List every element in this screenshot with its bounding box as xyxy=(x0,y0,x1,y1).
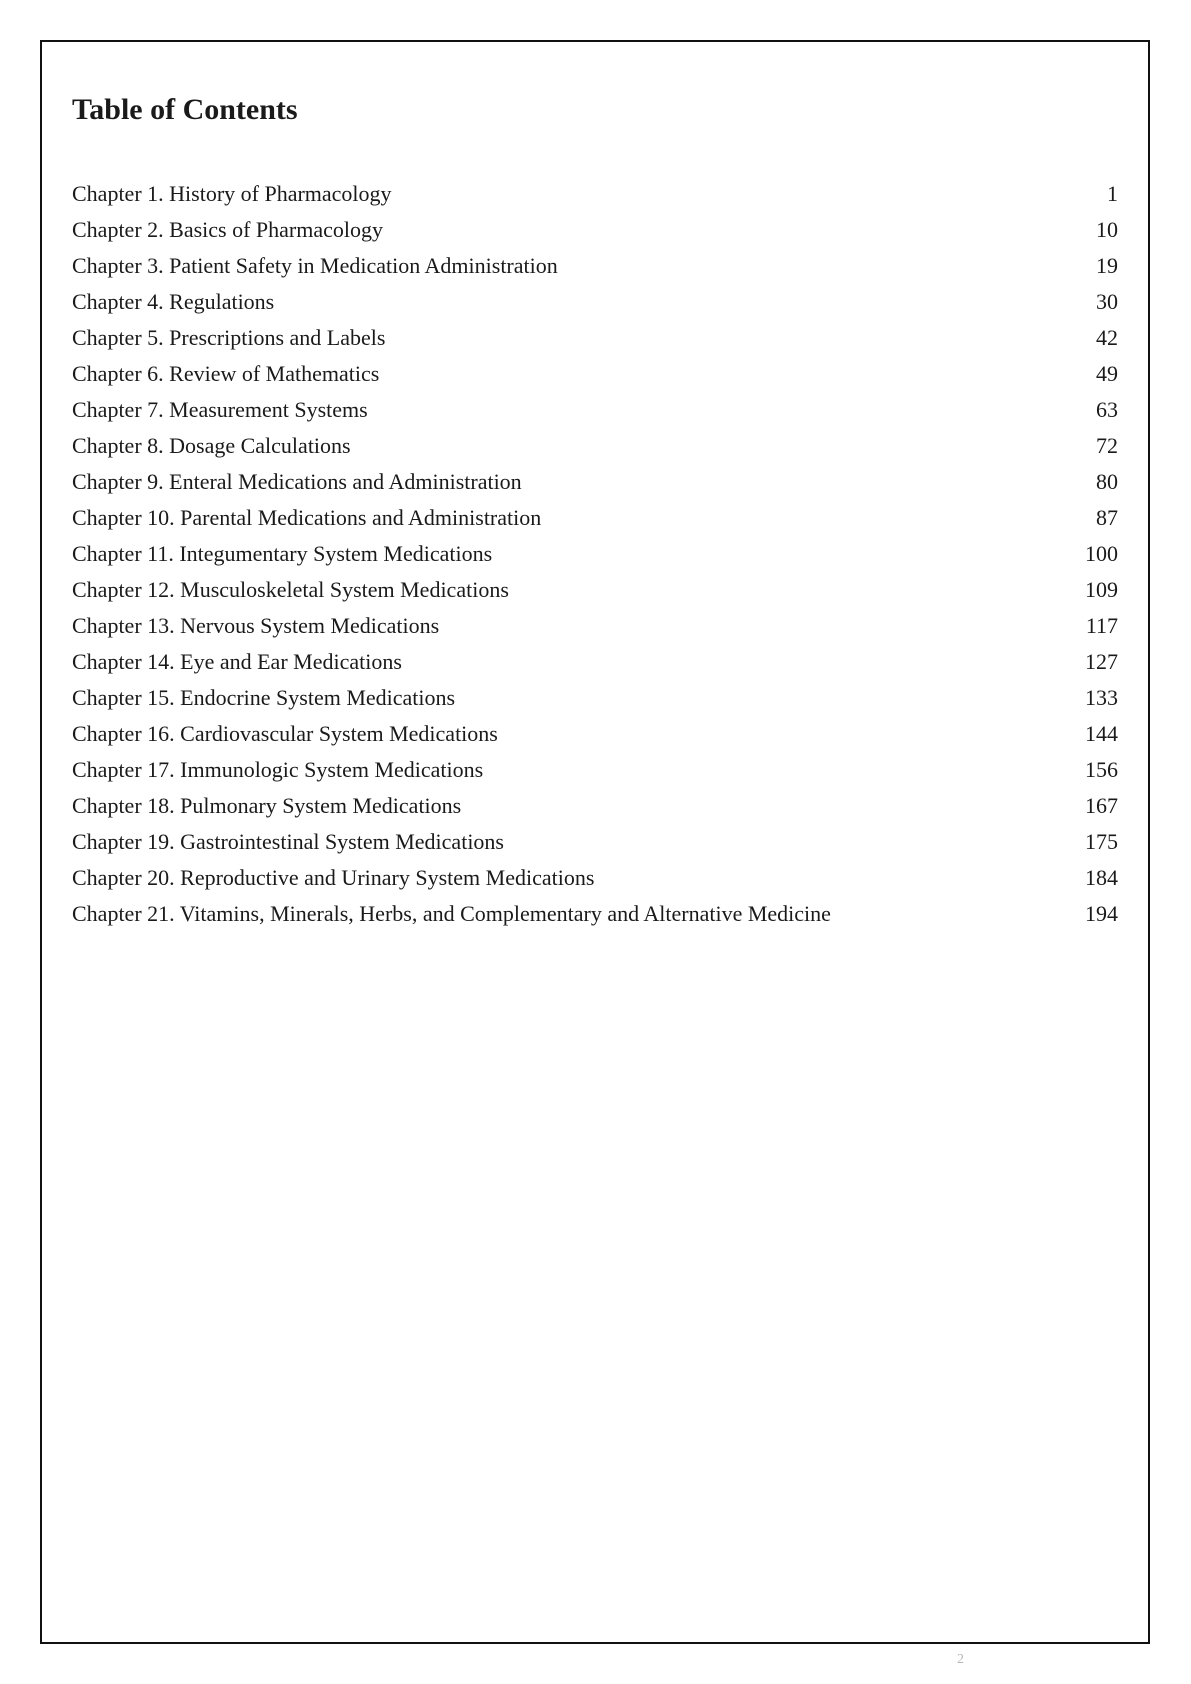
toc-entry[interactable] xyxy=(72,896,1118,932)
toc-entry-title: Chapter 3. Patient Safety in Medication Administration xyxy=(72,253,558,278)
toc-list xyxy=(72,176,1118,932)
toc-entry[interactable] xyxy=(72,572,1118,608)
toc-entry-title: Chapter 7. Measurement Systems xyxy=(72,397,368,422)
toc-entry-page: 1 xyxy=(1107,181,1118,206)
toc-entry-title: Chapter 1. History of Pharmacology xyxy=(72,181,392,206)
toc-entry-page: 184 xyxy=(1085,865,1118,890)
toc-entry-page: 49 xyxy=(1096,361,1118,386)
toc-entry[interactable] xyxy=(72,284,1118,320)
toc-entry-page: 72 xyxy=(1096,433,1118,458)
toc-entry-page: 175 xyxy=(1085,829,1118,854)
toc-entry[interactable] xyxy=(72,428,1118,464)
toc-entry[interactable] xyxy=(72,644,1118,680)
toc-entry[interactable] xyxy=(72,608,1118,644)
toc-entry-page: 167 xyxy=(1085,793,1118,818)
toc-entry[interactable] xyxy=(72,392,1118,428)
toc-entry[interactable] xyxy=(72,176,1118,212)
toc-entry-title: Chapter 14. Eye and Ear Medications xyxy=(72,649,402,674)
toc-entry-page: 30 xyxy=(1096,289,1118,314)
toc-entry[interactable] xyxy=(72,212,1118,248)
toc-entry-title: Chapter 20. Reproductive and Urinary System Medications xyxy=(72,865,595,890)
toc-entry[interactable] xyxy=(72,680,1118,716)
toc-entry-title: Chapter 15. Endocrine System Medications xyxy=(72,685,456,710)
toc-entry-title: Chapter 21. Vitamins, Minerals, Herbs, and Complementary and Alternative Medicine xyxy=(72,901,831,926)
toc-entry-title: Chapter 6. Review of Mathematics xyxy=(72,361,380,386)
toc-entry-title: Chapter 12. Musculoskeletal System Medications xyxy=(72,577,509,602)
toc-entry-page: 42 xyxy=(1096,325,1118,350)
toc-entry-page: 100 xyxy=(1085,541,1118,566)
toc-entry-page: 63 xyxy=(1096,397,1118,422)
toc-entry-title: Chapter 11. Integumentary System Medications xyxy=(72,541,493,566)
toc-entry[interactable] xyxy=(72,248,1118,284)
toc-entry-page: 80 xyxy=(1096,469,1118,494)
toc-entry[interactable] xyxy=(72,860,1118,896)
toc-entry-page: 144 xyxy=(1085,721,1118,746)
toc-entry-title: Chapter 8. Dosage Calculations xyxy=(72,433,351,458)
page-number: 2 xyxy=(957,1652,964,1667)
toc-entry-title: Chapter 5. Prescriptions and Labels xyxy=(72,325,386,350)
toc-entry[interactable] xyxy=(72,788,1118,824)
toc-entry-title: Chapter 18. Pulmonary System Medications xyxy=(72,793,462,818)
toc-entry-title: Chapter 9. Enteral Medications and Administration xyxy=(72,469,522,494)
toc-entry-page: 194 xyxy=(1085,901,1118,926)
toc-entry-page: 109 xyxy=(1085,577,1118,602)
toc-entry[interactable] xyxy=(72,464,1118,500)
toc-entry[interactable] xyxy=(72,320,1118,356)
toc-entry[interactable] xyxy=(72,752,1118,788)
toc-entry-page: 117 xyxy=(1085,613,1118,638)
toc-heading: Table of Contents xyxy=(72,93,298,126)
toc-entry-page: 133 xyxy=(1085,685,1118,710)
toc-entry[interactable] xyxy=(72,536,1118,572)
toc-entry-title: Chapter 10. Parental Medications and Administration xyxy=(72,505,542,530)
toc-entry-page: 87 xyxy=(1096,505,1118,530)
toc-entry-page: 127 xyxy=(1085,649,1118,674)
toc-entry[interactable] xyxy=(72,716,1118,752)
toc-entry-title: Chapter 4. Regulations xyxy=(72,289,275,314)
toc-entry-title: Chapter 19. Gastrointestinal System Medications xyxy=(72,829,504,854)
toc-entry-title: Chapter 2. Basics of Pharmacology xyxy=(72,217,383,242)
toc-entry-title: Chapter 13. Nervous System Medications xyxy=(72,613,440,638)
toc-entry-page: 10 xyxy=(1096,217,1118,242)
toc-entry[interactable] xyxy=(72,824,1118,860)
toc-entry-page: 156 xyxy=(1085,757,1118,782)
toc-entry-title: Chapter 16. Cardiovascular System Medications xyxy=(72,721,498,746)
toc-entry[interactable] xyxy=(72,356,1118,392)
toc-entry[interactable] xyxy=(72,500,1118,536)
toc-entry-title: Chapter 17. Immunologic System Medications xyxy=(72,757,484,782)
toc-entry-page: 19 xyxy=(1096,253,1118,278)
